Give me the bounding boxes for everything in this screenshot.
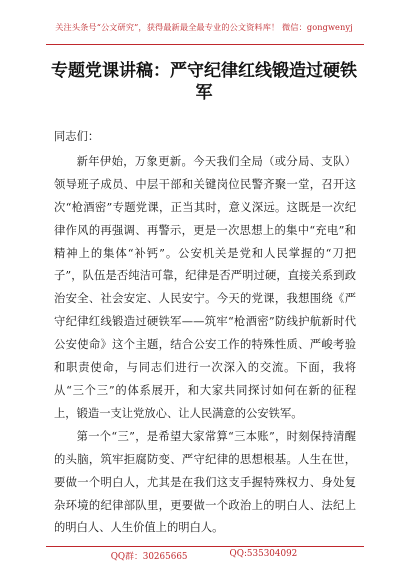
- document-title: 专题党课讲稿：严守纪律红线锻造过硬铁军: [51, 61, 357, 103]
- paragraph-2: 第一个“三”，是希望大家常算“三本账”，时刻保持清醒的头脑，筑牢拒腐防变、严守纪律的思想根基。人生在世，要做一个明白人，尤其是在我们这支手握特殊权力、身处复杂环境的纪律部队里，更要做一个政治上的明白人、法纪上的明白人、人生价值上的明白人。: [54, 429, 356, 535]
- header-banner: 关注头条号“公文研究”，获得最新最全最专业的公文资料库！ 微信：gongwenyj: [55, 22, 353, 32]
- footer-divider: [46, 546, 364, 547]
- header-divider: [46, 44, 364, 45]
- greeting: 同志们：: [54, 130, 100, 143]
- document-body: [54, 122, 356, 540]
- footer: [0, 549, 408, 562]
- footer-qq: QQ:535304092: [229, 549, 298, 559]
- paragraph-1: 新年伊始，万象更新。今天我们全局（或分局、支队）领导班子成员、中层干部和关键岗位民警齐聚一堂，召开这次“枪酒密”专题党课，正当其时，意义深远。这既是一次纪律作风的再强调、再警示，更是一次思想上的集中“充电”和精神上的集体“补钙”。公安机关是党和人民掌握的“刀把子”，队伍是否纯洁可靠，纪律是否严明过硬，直接关系到政治安全、社会安定、人民安宁。今天的党课，我想围绕《严守纪律红线锻造过硬铁军——筑牢“枪酒密”防线护航新时代公安使命》这个主题，结合公安工作的特殊性质、严峻考验和职责使命，与同志们进行一次深入的交流。下面，我将从“三个三”的体系展开，和大家共同探讨如何在新的征程上，锻造一支让党放心、让人民满意的公安铁军。: [54, 154, 356, 420]
- footer-qq-group: QQ群：30265665: [110, 552, 188, 562]
